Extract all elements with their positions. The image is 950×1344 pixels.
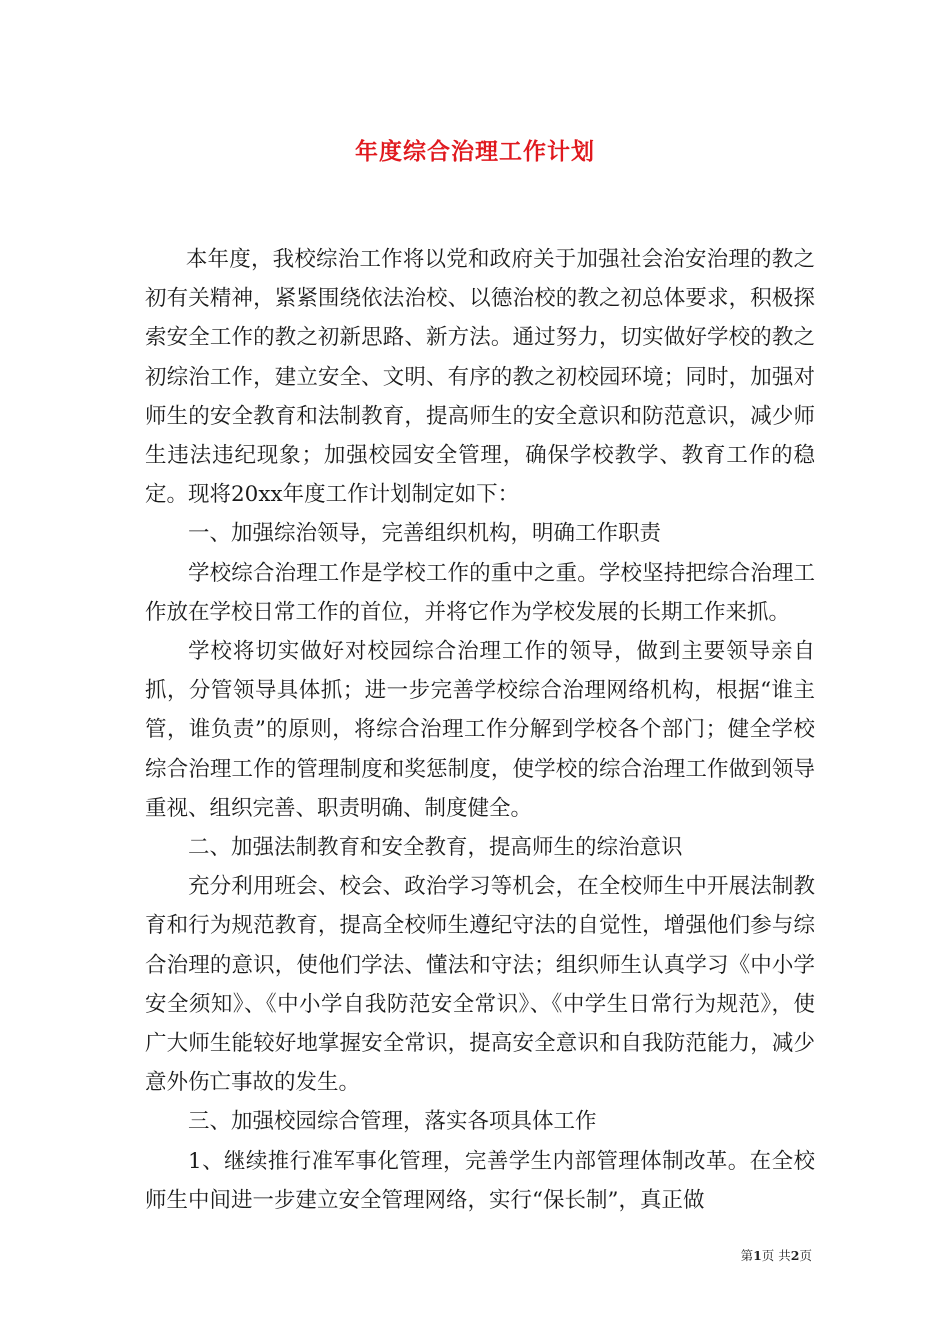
footer-middle: 页 共 bbox=[761, 1248, 791, 1263]
section-heading-3: 三、加强校园综合管理，落实各项具体工作 bbox=[188, 1109, 597, 1135]
document-body bbox=[145, 240, 815, 1220]
footer-suffix: 页 bbox=[799, 1248, 812, 1263]
paragraph: 充分利用班会、校会、政治学习等机会，在全校师生中开展法制教育和行为规范教育，提高全校师生遵纪守法的自觉性，增强他们参与综合治理的意识，使他们学法、懂法和守法；组织师生认真学习《中小学安全须知》、《中小学自我防范安全常识》、《中学生日常行为规范》，使广大师生能较好地掌握安全常识，提高安全意识和自我防范能力，减少意外伤亡事故的发生。 bbox=[145, 874, 815, 1096]
paragraph: 学校综合治理工作是学校工作的重中之重。学校坚持把综合治理工作放在学校日常工作的首位，并将它作为学校发展的长期工作来抓。 bbox=[145, 560, 815, 625]
footer-prefix: 第 bbox=[740, 1248, 754, 1263]
section-heading-1: 一、加强综治领导，完善组织机构，明确工作职责 bbox=[188, 521, 662, 547]
document-title: 年度综合治理工作计划 bbox=[355, 139, 595, 165]
current-page-number: 1 bbox=[753, 1248, 762, 1263]
paragraph: 学校将切实做好对校园综合治理工作的领导，做到主要领导亲自抓，分管领导具体抓；进一步完善学校综合治理网络机构，根据“谁主管，谁负责”的原则，将综合治理工作分解到学校各个部门；健全学校综合治理工作的管理制度和奖惩制度，使学校的综合治理工作做到领导重视、组织完善、职责明确、制度健全。 bbox=[145, 639, 815, 821]
intro-paragraph: 本年度，我校综治工作将以党和政府关于加强社会治安治理的教之初有关精神，紧紧围绕依法治校、以德治校的教之初总体要求，积极探索安全工作的教之初新思路、新方法。通过努力，切实做好学校的教之初综治工作，建立安全、文明、有序的教之初校园环境；同时，加强对师生的安全教育和法制教育，提高师生的安全意识和防范意识，减少师生违法违纪现象；加强校园安全管理，确保学校教学、教育工作的稳定。现将20xx年度工作计划制定如下： bbox=[145, 247, 815, 508]
section-heading-2: 二、加强法制教育和安全教育，提高师生的综治意识 bbox=[188, 835, 683, 861]
page-footer bbox=[0, 1246, 812, 1264]
paragraph: 1、继续推行准军事化管理，完善学生内部管理体制改革。在全校师生中间进一步建立安全管理网络，实行“保长制”，真正做 bbox=[145, 1148, 815, 1213]
total-pages-number: 2 bbox=[790, 1248, 800, 1263]
